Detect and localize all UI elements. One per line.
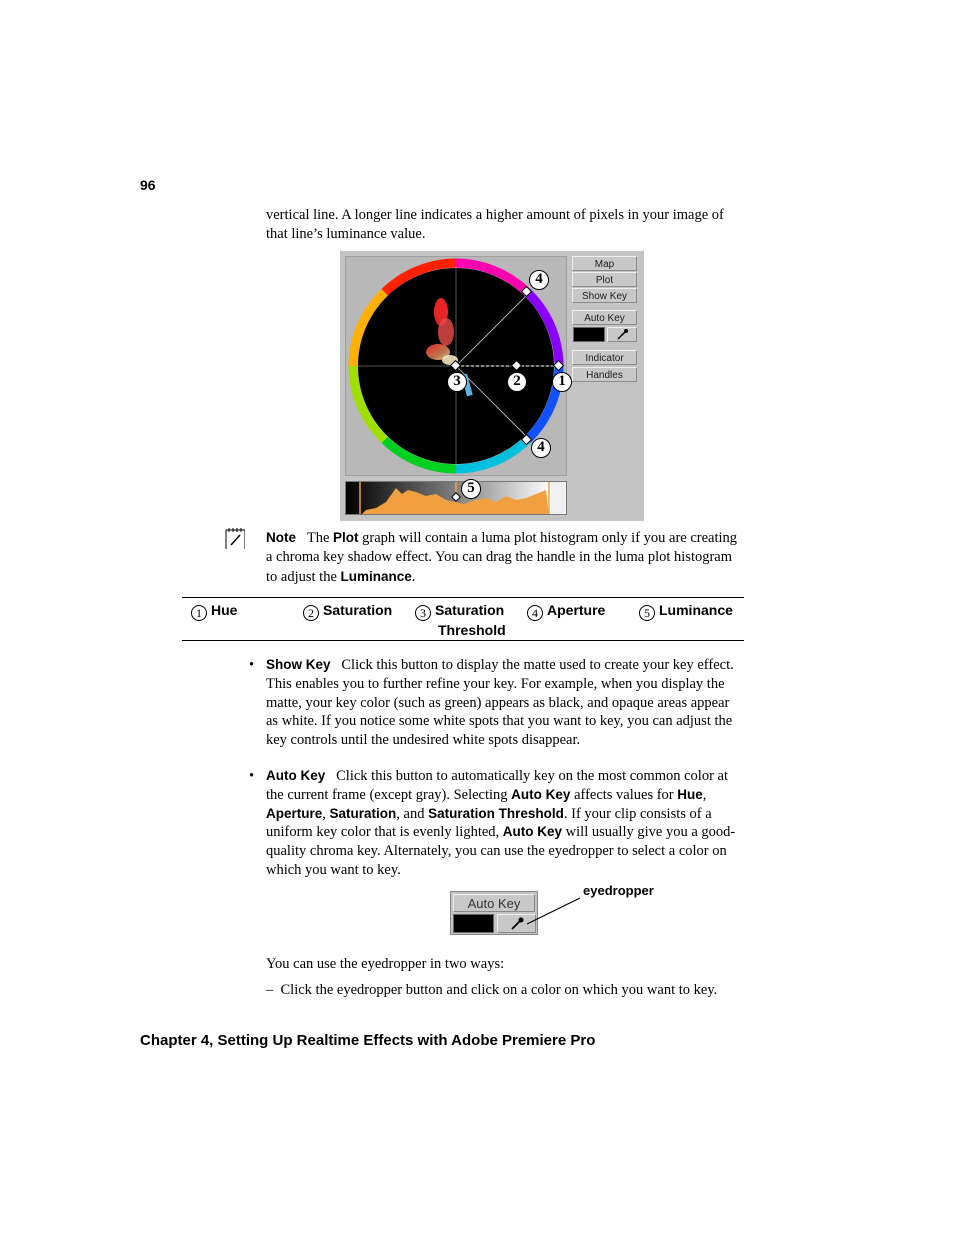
callout-aperture-bottom: 4 — [531, 438, 551, 458]
callout-luminance: 5 — [461, 479, 481, 499]
auto-key-term: Auto Key — [266, 768, 326, 783]
eyedropper-callout-label: eyedropper — [583, 883, 654, 898]
legend-saturation: 2 Saturation — [303, 601, 392, 621]
intro-paragraph: vertical line. A longer line indicates a higher amount of pixels in your image of that line’s luminance value. — [266, 207, 724, 242]
legend-saturation-threshold: 3 Saturation Threshold — [415, 601, 506, 639]
callout-aperture-top: 4 — [529, 270, 549, 290]
indicator-button[interactable]: Indicator — [572, 350, 637, 365]
luma-histogram — [345, 481, 567, 515]
note-icon — [225, 527, 245, 549]
eyedropper-icon — [608, 328, 636, 341]
handles-button[interactable]: Handles — [572, 367, 637, 382]
legend-aperture: 4 Aperture — [527, 601, 605, 621]
eyedropper-button[interactable] — [607, 327, 637, 342]
page-number: 96 — [140, 177, 156, 193]
callout-saturation-threshold: 3 — [447, 372, 467, 392]
note-label: Note — [266, 530, 296, 545]
eyedropper-item-1: – Click the eyedropper button and click on a color on which you want to key. — [266, 982, 718, 998]
show-key-button[interactable]: Show Key — [572, 288, 637, 303]
auto-key-figure-button[interactable]: Auto Key — [453, 894, 535, 912]
luma-histogram-plot — [346, 482, 567, 515]
chapter-footer: Chapter 4, Setting Up Realtime Effects with Adobe Premiere Pro — [140, 1032, 596, 1049]
eyedropper-intro: You can use the eyedropper in two ways: — [266, 956, 505, 972]
legend-hue: 1 Hue — [191, 601, 237, 621]
callout-hue: 1 — [552, 372, 572, 392]
legend-top-rule — [182, 597, 744, 598]
chroma-key-figure — [340, 251, 644, 521]
key-color-swatch — [573, 327, 605, 342]
callout-saturation: 2 — [507, 372, 527, 392]
eyedropper-callout-line — [525, 896, 585, 926]
legend-luminance: 5 Luminance — [639, 601, 733, 621]
plot-button[interactable]: Plot — [572, 272, 637, 287]
auto-key-button[interactable]: Auto Key — [572, 310, 637, 325]
bullet-auto-key: • Auto Key Click this button to automatically key on the most common color at the current frame (except gray). Selecting Auto Key affects values for Hue, Aperture, Saturation, and Saturation Threshold. If your clip consists of a uniform key color that is evenly lighted, Auto Key will usually give you a good-quality chroma key. Alternately, you can use the eyedropper to select a color on which you want to key. — [249, 768, 736, 878]
legend-bottom-rule — [182, 640, 744, 641]
bullet-show-key: • Show Key Click this button to display the matte used to create your key effect. This enables you to further refine your key. For example, when you display the matte, your key color (such as green) appears as black, and opaque areas appear as white. If you notice some white spots that you want to key, you can adjust the key controls until the undesired white spots disappear. — [249, 657, 734, 749]
map-button[interactable]: Map — [572, 256, 637, 271]
show-key-term: Show Key — [266, 657, 331, 672]
auto-key-figure-swatch — [453, 914, 494, 933]
note-paragraph: Note The Plot graph will contain a luma plot histogram only if you are creating a chroma key shadow effect. You can drag the handle in the luma plot histogram to adjust the Luminance. — [266, 530, 738, 585]
